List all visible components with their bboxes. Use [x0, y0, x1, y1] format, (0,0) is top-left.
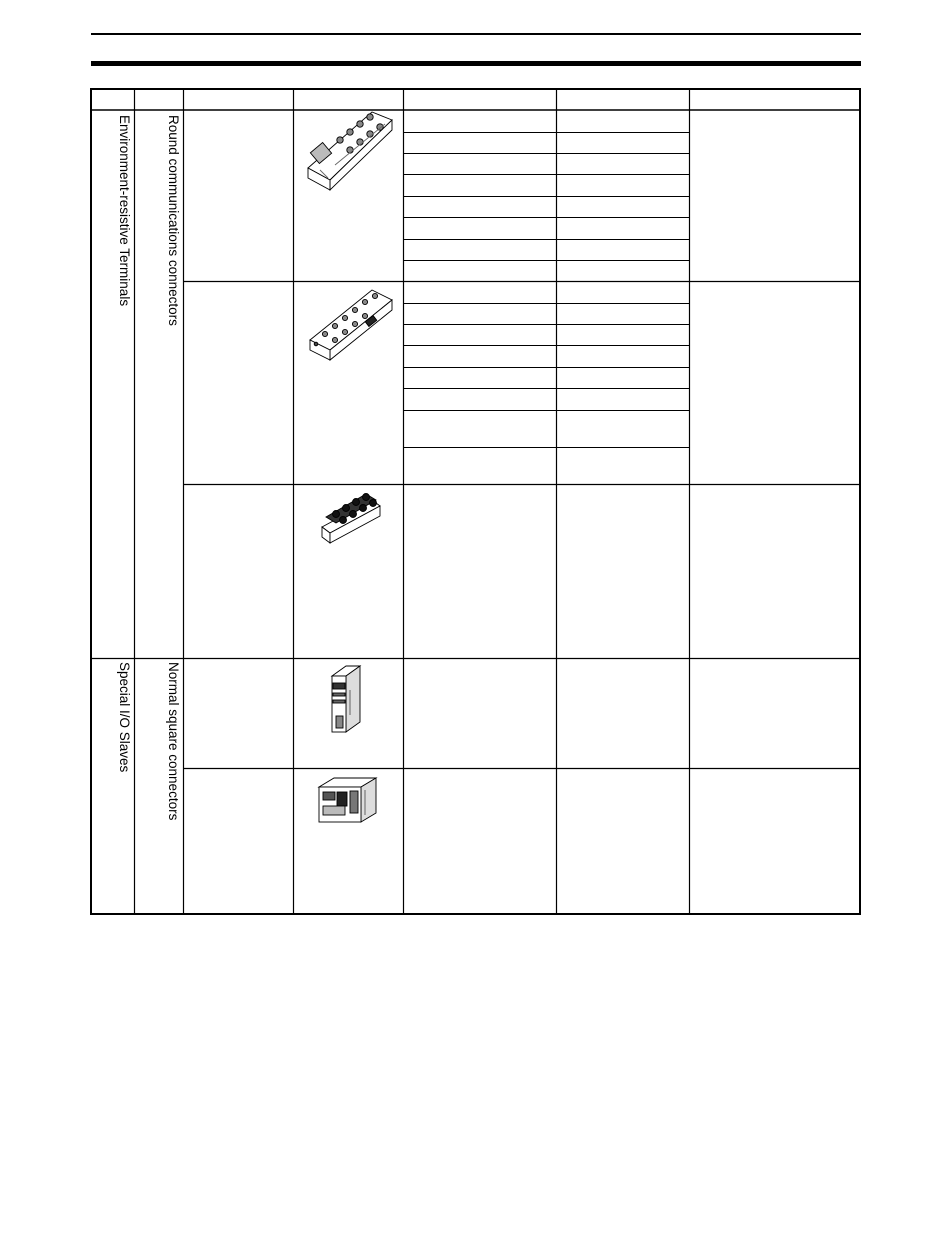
connector-label-round: Round communications connectors	[166, 115, 181, 326]
table-grid	[91, 89, 860, 914]
round-connector-compact-terminal-photo	[322, 494, 380, 544]
special-io-slave-unit-photo	[332, 666, 360, 732]
sub-rows-product-1	[403, 133, 689, 261]
special-io-slave-module-photo	[319, 778, 376, 822]
table-border	[91, 89, 860, 914]
sub-rows-product-2	[403, 304, 689, 448]
category-label-environment-resistive: Environment-resistive Terminals	[117, 115, 132, 307]
connector-label-normal-square: Normal square connectors	[166, 662, 181, 821]
round-connector-io-terminal-8-port-photo	[308, 112, 392, 190]
round-connector-io-terminal-16-port-photo	[310, 290, 392, 360]
category-label-special-io: Special I/O Slaves	[117, 662, 132, 773]
